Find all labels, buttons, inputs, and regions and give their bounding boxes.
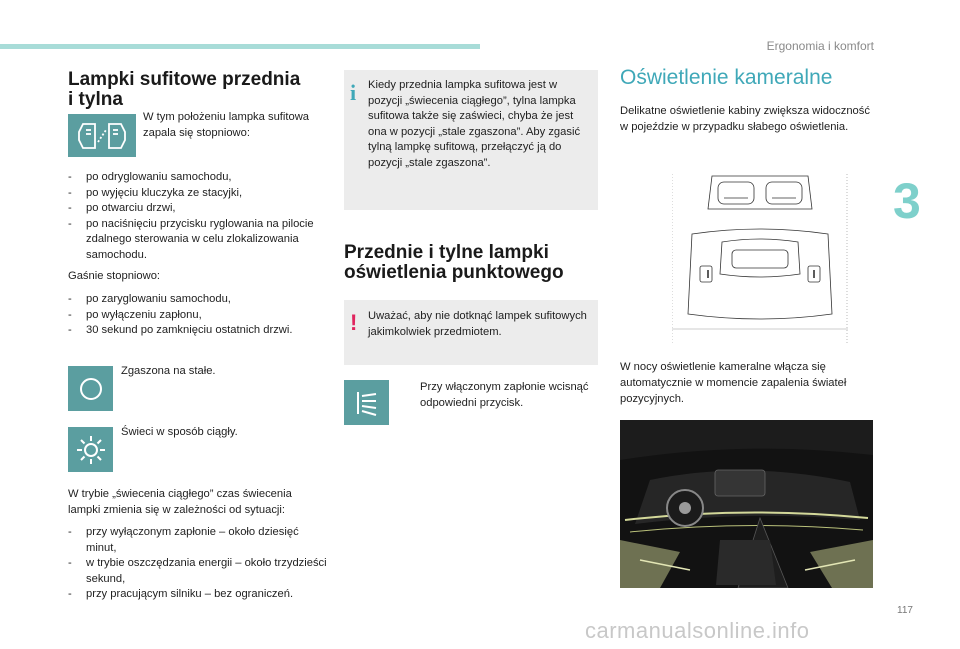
list-item: - po naciśnięciu przycisku ryglowania na pilocie zdalnego sterowania w celu zlokalizowania samochodu. xyxy=(68,217,328,264)
lamp-off-conditions-list xyxy=(68,292,328,339)
title-line-2: i tylna xyxy=(68,89,123,110)
ambient-lighting-photo xyxy=(620,420,873,588)
ambient-lighting-intro: Delikatne oświetlenie kabiny zwiększa widoczność w pojeździe w przypadku słabego oświetlenia. xyxy=(620,105,870,133)
list-item: - przy pracującym silniku – bez ograniczeń. xyxy=(68,587,330,603)
continuous-mode-intro: W trybie „świecenia ciągłego” czas świecenia lampki zmienia się w zależności od sytuacji: xyxy=(68,488,292,516)
lamp-on-conditions-list xyxy=(68,170,328,263)
list-item: - po odryglowaniu samochodu, xyxy=(68,170,328,186)
page-number: 117 xyxy=(897,605,913,616)
info-text: Kiedy przednia lampka sufitowa jest w pozycji „świecenia ciągłego”, tylna lampka sufitowa także się zaświeci, chyba że jest ona w pozycji „stale zgaszona”. Aby zgasić tylną lampkę sufitową, przełączyć ją do pozycji „stale zgaszona”. xyxy=(368,79,581,169)
warning-icon: ! xyxy=(350,310,358,335)
list-item: - po wyjęciu kluczyka ze stacyjki, xyxy=(68,186,328,202)
section-title: Ergonomia i komfort xyxy=(766,39,874,53)
spot-lamp-text: Przy włączonym zapłonie wcisnąć odpowiedni przycisk. xyxy=(420,381,589,409)
front-rear-lamp-title xyxy=(68,70,328,110)
title-line-2: oświetlenia punktowego xyxy=(344,262,564,283)
continuous-duration-list xyxy=(68,525,330,603)
spot-lamp-icon xyxy=(344,380,389,425)
watermark: carmanualsonline.info xyxy=(585,618,810,643)
lamp-off-icon xyxy=(68,366,113,411)
lamp-off-mode-text: Zgaszona na stałe. xyxy=(121,365,216,377)
title-line-1: Lampki sufitowe przednia xyxy=(68,69,301,90)
top-accent-bar xyxy=(0,44,480,49)
door-mode-text: W tym położeniu lampka sufitowa zapala się stopniowo: xyxy=(143,111,310,139)
list-item: - przy wyłączonym zapłonie – około dziesięć minut, xyxy=(68,525,330,556)
warning-box xyxy=(344,300,598,365)
door-mode-icon xyxy=(68,114,136,157)
list-item: - po wyłączeniu zapłonu, xyxy=(68,308,328,324)
title-line-1: Przednie i tylne lampki xyxy=(344,242,549,263)
ambient-lighting-night-text: W nocy oświetlenie kameralne włącza się automatycznie w momencie zapalenia świateł pozycyjnych. xyxy=(620,361,847,405)
spot-lamps-title xyxy=(344,243,594,283)
lamp-on-icon xyxy=(68,427,113,472)
list-item: - w trybie oszczędzania energii – około trzydzieści sekund, xyxy=(68,556,330,587)
chapter-number: 3 xyxy=(893,173,921,229)
warning-text: Uważać, aby nie dotknąć lampek sufitowych jakimkolwiek przedmiotem. xyxy=(368,310,587,338)
info-icon: i xyxy=(350,80,357,105)
ambient-lighting-title: Oświetlenie kameralne xyxy=(620,66,833,89)
list-item: - po otwarciu drzwi, xyxy=(68,201,328,217)
ceiling-console-illustration xyxy=(672,174,848,344)
list-item: - po zaryglowaniu samochodu, xyxy=(68,292,328,308)
lamp-on-mode-text: Świeci w sposób ciągły. xyxy=(121,426,238,438)
info-box xyxy=(344,70,598,210)
list-item: - 30 sekund po zamknięciu ostatnich drzwi. xyxy=(68,323,328,339)
lamp-off-intro: Gaśnie stopniowo: xyxy=(68,270,161,282)
